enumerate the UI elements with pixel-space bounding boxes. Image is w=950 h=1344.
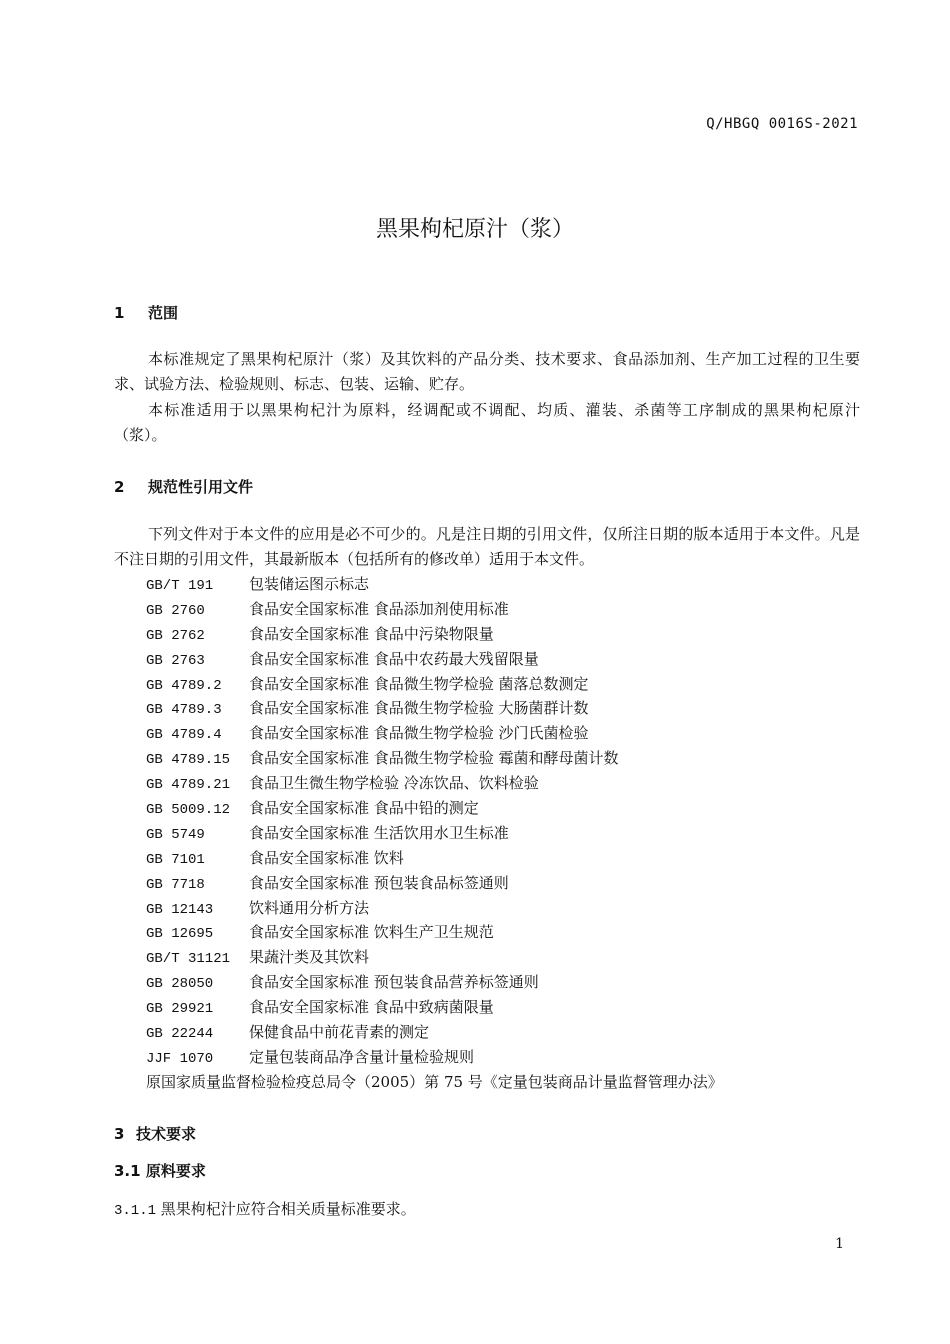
- reference-item: [146, 597, 723, 622]
- section-title: 规范性引用文件: [148, 478, 254, 496]
- reference-name: 食品安全国家标准 预包装食品营养标签通则: [249, 973, 539, 992]
- reference-closing-note: 原国家质量监督检验检疫总局令（2005）第 75 号《定量包装商品计量监督管理办法》: [146, 1072, 723, 1091]
- section-title: 范围: [148, 304, 179, 322]
- reference-item: [146, 696, 723, 721]
- section-1-heading: [114, 302, 178, 323]
- reference-item: [146, 572, 723, 597]
- reference-code: GB 12695: [146, 926, 214, 943]
- reference-name: 食品安全国家标准 饮料: [249, 848, 404, 867]
- reference-item: [146, 622, 723, 647]
- reference-name: 保健食品中前花青素的测定: [249, 1023, 430, 1042]
- subsection-3-1-heading: [114, 1160, 206, 1181]
- reference-item: [146, 1020, 723, 1045]
- reference-item: [146, 796, 723, 821]
- page-number: 1: [835, 1236, 844, 1252]
- reference-code: GB 22244: [146, 1026, 214, 1043]
- reference-name: 食品安全国家标准 食品添加剂使用标准: [249, 599, 509, 618]
- reference-name: 食品安全国家标准 食品微生物学检验 大肠菌群计数: [249, 699, 589, 718]
- references-intro: 下列文件对于本文件的应用是必不可少的。凡是注日期的引用文件，仅所注日期的版本适用于本文件。凡是不注日期的引用文件，其最新版本（包括所有的修改单）适用于本文件。: [114, 525, 860, 568]
- reference-item: [146, 821, 723, 846]
- reference-code: GB 5749: [146, 826, 205, 843]
- reference-name: 食品安全国家标准 食品中农药最大残留限量: [249, 649, 539, 668]
- reference-item: [146, 846, 723, 871]
- subsection-number: 3.1: [114, 1162, 141, 1180]
- scope-paragraph-1: 本标准规定了黑果枸杞原汁（浆）及其饮料的产品分类、技术要求、食品添加剂、生产加工过程的卫生要求、试验方法、检验规则、标志、包装、运输、贮存。: [114, 350, 860, 393]
- reference-item: [146, 945, 723, 970]
- reference-item: [146, 672, 723, 697]
- clause-text: 黑果枸杞汁应符合相关质量标准要求。: [160, 1200, 416, 1218]
- reference-name: 食品安全国家标准 食品微生物学检验 霉菌和酵母菌计数: [249, 749, 619, 768]
- reference-name: 食品安全国家标准 食品中污染物限量: [249, 624, 494, 643]
- reference-item: [146, 771, 723, 796]
- reference-code: GB 7101: [146, 851, 205, 868]
- reference-code: GB 12143: [146, 901, 214, 918]
- reference-code: GB 2762: [146, 627, 205, 644]
- section-title: 技术要求: [136, 1125, 197, 1143]
- reference-code: GB 2763: [146, 652, 205, 669]
- section-number: 3: [114, 1125, 125, 1143]
- reference-name: 食品卫生微生物学检验 冷冻饮品、饮料检验: [249, 774, 539, 793]
- reference-code: GB 7718: [146, 876, 205, 893]
- reference-name: 定量包装商品净含量计量检验规则: [249, 1047, 475, 1066]
- reference-name: 食品安全国家标准 食品中铅的测定: [249, 799, 479, 818]
- section-2-heading: [114, 476, 253, 497]
- reference-name: 食品安全国家标准 生活饮用水卫生标准: [249, 823, 509, 842]
- reference-list: [146, 572, 723, 1095]
- reference-code: GB/T 31121: [146, 951, 231, 968]
- reference-item: [146, 920, 723, 945]
- reference-code: GB 4789.2: [146, 677, 222, 694]
- subsection-title: 原料要求: [145, 1162, 206, 1180]
- reference-item: [146, 746, 723, 771]
- reference-item: [146, 871, 723, 896]
- clause-3-1-1: [114, 1198, 416, 1219]
- clause-number: 3.1.1: [114, 1203, 157, 1219]
- reference-item: [146, 896, 723, 921]
- section-3-heading: [114, 1123, 196, 1144]
- section-number: 2: [114, 478, 125, 496]
- reference-code: GB 2760: [146, 602, 205, 619]
- standard-code: Q/HBGQ 0016S-2021: [706, 116, 858, 132]
- reference-code: GB 4789.15: [146, 752, 231, 769]
- scope-paragraph-2: 本标准适用于以黑果枸杞汁为原料，经调配或不调配、均质、灌装、杀菌等工序制成的黑果枸杞原汁（浆）。: [114, 401, 860, 444]
- reference-name: 包装储运图示标志: [249, 575, 370, 593]
- section-number: 1: [114, 304, 125, 322]
- reference-code: GB 4789.21: [146, 777, 231, 794]
- document-title: 黑果枸杞原汁（浆）: [375, 217, 574, 242]
- reference-name: 食品安全国家标准 食品中致病菌限量: [249, 998, 494, 1017]
- reference-code: GB 29921: [146, 1001, 214, 1018]
- reference-code: GB 4789.4: [146, 727, 222, 744]
- reference-code: GB/T 191: [146, 578, 214, 594]
- reference-name: 食品安全国家标准 饮料生产卫生规范: [249, 923, 494, 942]
- reference-name: 食品安全国家标准 食品微生物学检验 菌落总数测定: [249, 674, 589, 693]
- reference-code: GB 5009.12: [146, 802, 231, 819]
- reference-code: JJF 1070: [146, 1050, 214, 1067]
- reference-item: [146, 721, 723, 746]
- reference-name: 食品安全国家标准 食品微生物学检验 沙门氏菌检验: [249, 724, 589, 743]
- reference-item: [146, 1045, 723, 1070]
- reference-code: GB 28050: [146, 976, 214, 993]
- reference-name: 饮料通用分析方法: [249, 898, 370, 917]
- reference-name: 果蔬汁类及其饮料: [249, 948, 370, 967]
- reference-code: GB 4789.3: [146, 702, 222, 719]
- reference-item: [146, 647, 723, 672]
- reference-name: 食品安全国家标准 预包装食品标签通则: [249, 873, 509, 892]
- reference-item: [146, 970, 723, 995]
- reference-item: [146, 995, 723, 1020]
